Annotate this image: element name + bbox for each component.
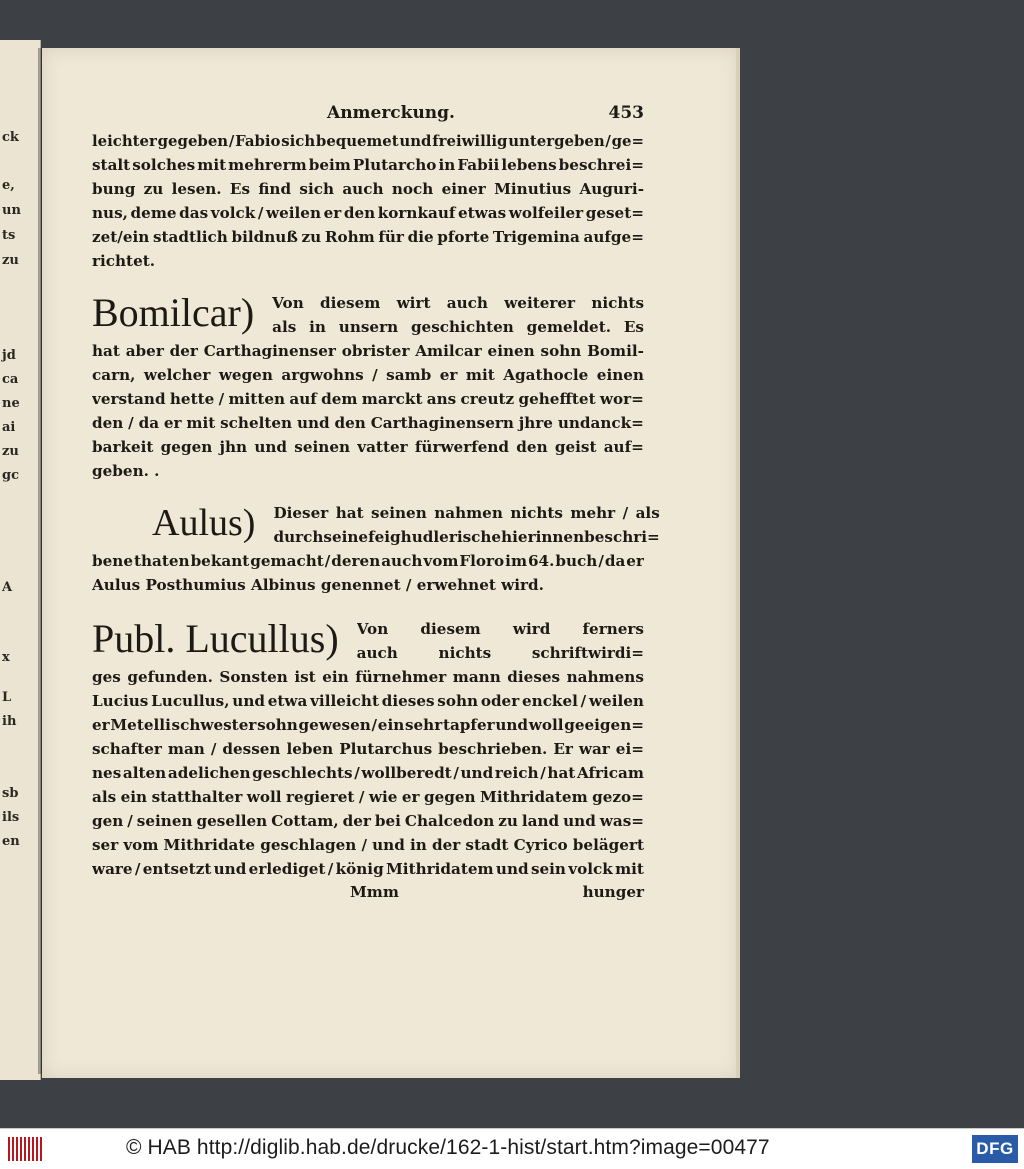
intro-paragraph bbox=[92, 129, 644, 273]
left-page-fragment: sb bbox=[2, 786, 19, 801]
entry-side-text bbox=[273, 501, 659, 549]
text-line: Lucius Lucullus, und etwa villeicht dieses sohn oder enckel / weilen bbox=[92, 692, 644, 710]
text-line: barkeit gegen jhn und seinen vatter fürwerfend den geist auf= bbox=[92, 438, 644, 456]
entry-name: Publ. Lucullus) bbox=[92, 616, 339, 661]
left-page-fragment: L bbox=[2, 690, 12, 705]
text-line: gen / seinen gesellen Cottam, der bei Chalcedon zu land und was= bbox=[92, 812, 644, 830]
text-line: hat aber der Carthaginenser obrister Amilcar einen sohn Bomil- bbox=[92, 342, 644, 360]
left-page-fragment: zu bbox=[2, 444, 19, 459]
entry-name: Bomilcar) bbox=[92, 290, 255, 335]
left-page-fragment: A bbox=[2, 580, 13, 595]
page-number: 453 bbox=[608, 103, 644, 123]
text-line: verstand hette / mitten auf dem marckt ans creutz gehefftet wor= bbox=[92, 390, 644, 408]
entry-bomilcar-heading bbox=[92, 291, 644, 339]
left-page-fragment: x bbox=[2, 650, 10, 665]
entry-lucullus-heading bbox=[92, 617, 644, 665]
text-line: bung zu lesen. Es find sich auch noch einer Minutius Auguri- bbox=[92, 180, 644, 198]
left-page-fragment: jd bbox=[2, 348, 16, 363]
text-line: zet/ein stadtlich bildnuß zu Rohm für die pforte Trigemina aufge= bbox=[92, 228, 644, 246]
text-line: leichter gegeben / Fabio sich bequemet und freiwillig untergeben / ge= bbox=[92, 132, 644, 150]
text-line: auch nichts schriftwirdi= bbox=[356, 644, 644, 662]
text-line: als in unsern geschichten gemeldet. Es bbox=[272, 318, 644, 336]
book-page bbox=[42, 48, 738, 1078]
entry-lucullus-body bbox=[92, 665, 644, 881]
left-page-fragment: ne bbox=[2, 396, 20, 411]
text-line: als ein statthalter woll regieret / wie er gegen Mithridatem gezo= bbox=[92, 788, 644, 806]
text-line: nes alten adelichen geschlechts / wollberedt / und reich / hat Africam bbox=[92, 764, 644, 782]
left-page-fragment: ai bbox=[2, 420, 16, 435]
text-line: richtet. bbox=[92, 252, 156, 270]
dfg-logo: DFG bbox=[972, 1135, 1018, 1163]
page-foot-line bbox=[92, 883, 644, 909]
text-line: bene thaten bekant gemacht / deren auch vom Floro im 64. buch / da er bbox=[92, 552, 644, 570]
left-page-edge bbox=[0, 40, 41, 1080]
text-line: durch seine feighudlerische hierinnen beschri= bbox=[273, 528, 660, 546]
running-head bbox=[92, 103, 644, 129]
text-line: ser vom Mithridate geschlagen / und in der stadt Cyrico belägert bbox=[92, 836, 644, 854]
left-page-fragment: ca bbox=[2, 372, 19, 387]
text-line: nus, deme das volck / weilen er den kornkauf etwas wolfeiler geset= bbox=[92, 204, 644, 222]
left-page-fragment: ih bbox=[2, 714, 17, 729]
text-line: den / da er mit schelten und den Carthaginensern jhre undanck= bbox=[92, 414, 644, 432]
entry-bomilcar-body bbox=[92, 339, 644, 483]
signature-mark: Mmm bbox=[350, 883, 399, 901]
left-page-fragment: ck bbox=[2, 130, 19, 145]
text-line: Von diesem wird ferners bbox=[356, 620, 644, 638]
text-line: geben. . bbox=[92, 462, 160, 480]
entry-side-text bbox=[272, 291, 644, 339]
text-line: ges gefunden. Sonsten ist ein fürnehmer mann dieses nahmens bbox=[92, 668, 644, 686]
text-line: Aulus Posthumius Albinus genennet / erwehnet wird. bbox=[92, 576, 544, 594]
copyright-link[interactable]: © HAB http://diglib.hab.de/drucke/162-1-hist/start.htm?image=00477 bbox=[126, 1136, 770, 1159]
text-line: stalt solches mit mehrerm beim Plutarcho in Fabii lebens beschrei= bbox=[92, 156, 644, 174]
viewer-footer bbox=[0, 1128, 1024, 1169]
left-page-fragment: ils bbox=[2, 810, 20, 825]
text-line: ware / entsetzt und erlediget / könig Mithridatem und sein volck mit bbox=[92, 860, 644, 878]
entry-aulus-heading bbox=[92, 501, 660, 549]
entry-aulus-body bbox=[92, 549, 644, 597]
text-line: er Metelli schwester sohn gewesen / ein sehr tapfer und woll geeigen= bbox=[92, 716, 644, 734]
text-line: Von diesem wirt auch weiterer nichts bbox=[272, 294, 644, 312]
text-line: carn, welcher wegen argwohns / samb er mit Agathocle einen bbox=[92, 366, 644, 384]
page-text-block bbox=[92, 103, 660, 909]
hab-logo-icon bbox=[8, 1137, 46, 1161]
page-edge bbox=[736, 48, 740, 1078]
entry-name: Aulus) bbox=[152, 502, 256, 544]
text-line: Dieser hat seinen nahmen nichts mehr / als bbox=[273, 504, 660, 522]
left-page-fragment: en bbox=[2, 834, 20, 849]
entry-side-text bbox=[357, 617, 644, 665]
left-page-fragment: ts bbox=[2, 228, 16, 243]
catchword: hunger bbox=[582, 883, 644, 901]
left-page-fragment: gc bbox=[2, 468, 20, 483]
running-title: Anmerckung. bbox=[327, 103, 455, 123]
left-page-fragment: un bbox=[2, 203, 21, 218]
left-page-fragment: zu bbox=[2, 253, 19, 268]
text-line: schafter man / dessen leben Plutarchus beschrieben. Er war ei= bbox=[92, 740, 644, 758]
left-page-fragment: e, bbox=[2, 178, 15, 193]
